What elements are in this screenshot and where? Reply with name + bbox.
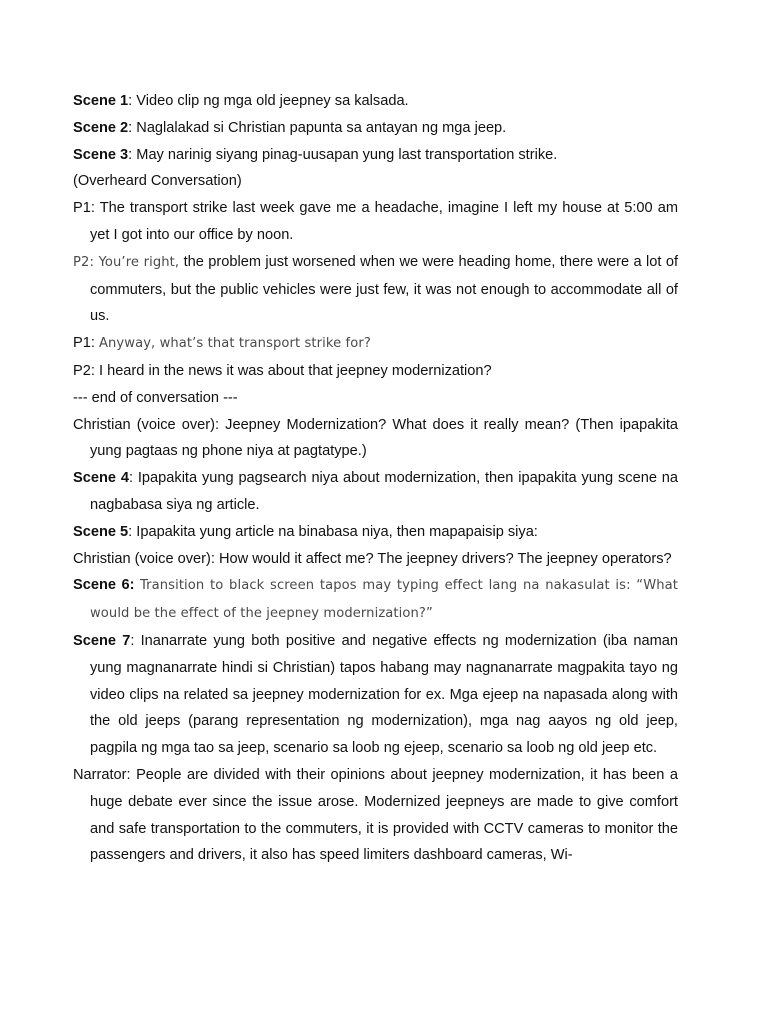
- paragraph-label: P2: [73, 254, 90, 270]
- paragraph-label: Scene 1: [73, 93, 129, 109]
- label-separator: :: [90, 200, 100, 217]
- script-paragraph: [73, 115, 678, 142]
- script-paragraph: [73, 519, 678, 546]
- paragraph-label: P1: [73, 200, 91, 217]
- label-separator: :: [90, 335, 99, 352]
- paragraph-text: I heard in the news it was about that jeepney modernization?: [98, 362, 492, 379]
- paragraph-label: Christian (voice over): [73, 550, 211, 567]
- paragraph-text: Ipapakita yung article na binabasa niya, then mapapaisip siya:: [136, 523, 538, 540]
- script-paragraph: [73, 142, 678, 169]
- paragraph-text: The transport strike last week gave me a headache, imagine I left my house at 5:00 am yet I got into our office by noon.: [90, 200, 678, 243]
- paragraph-text: Naglalakad si Christian papunta sa antayan ng mga jeep.: [136, 119, 507, 136]
- paragraph-text: May narinig siyang pinag-uusapan yung last transportation strike.: [136, 146, 558, 163]
- script-paragraph: [73, 628, 678, 762]
- script-paragraph: [73, 385, 678, 412]
- paragraph-text: (Overheard Conversation): [73, 173, 242, 190]
- script-paragraph: [73, 412, 678, 466]
- label-separator: :: [128, 119, 137, 136]
- paragraph-text: Jeepney Modernization? What does it really mean? (Then ipapakita yung pagtaas ng phone niya at pagtatype.): [90, 416, 679, 460]
- paragraph-text: People are divided with their opinions about jeepney modernization, it has been a huge debate ever since the issue arose. Modernized jeepneys are made to give comfort and safe transportation to the commuters, it is provided with CCTV cameras to monitor the passengers and drivers, it also has speed limiters dashboard cameras, Wi-: [90, 766, 678, 864]
- paragraph-text: How would it affect me? The jeepney drivers? The jeepney operators?: [218, 550, 672, 567]
- paragraph-text: --- end of conversation ---: [73, 389, 238, 406]
- script-paragraph: [73, 88, 678, 115]
- paragraph-label: Christian (voice over): [73, 416, 215, 433]
- paragraph-label: Narrator: [73, 766, 127, 783]
- paragraph-text-continued: the problem just worsened when we were heading home, there were a lot of commuters, but the public vehicles were just few, it was not enough to accommodate all of us.: [90, 253, 678, 325]
- paragraph-text: Transition to black screen tapos may typing effect lang na nakasulat is: “What would be the effect of the jeepney modernization?”: [90, 578, 678, 622]
- label-separator: :: [89, 254, 99, 270]
- label-separator: :: [128, 523, 137, 540]
- paragraph-label: Scene 3: [73, 146, 129, 163]
- paragraph-label: Scene 2: [73, 119, 129, 136]
- paragraph-label: P1: [73, 335, 91, 352]
- paragraph-label: Scene 4: [73, 470, 129, 487]
- script-paragraph: [73, 195, 678, 249]
- paragraph-label: P2: [73, 362, 91, 379]
- label-separator: :: [128, 146, 137, 163]
- script-paragraph: [73, 330, 678, 358]
- script-paragraph: [73, 168, 678, 195]
- paragraph-label: Scene 7: [73, 632, 131, 649]
- script-paragraph: [73, 249, 678, 330]
- paragraph-text: Inanarrate yung both positive and negative effects ng modernization (iba naman yung magnanarrate hindi si Christian) tapos habang may nagnanarrate magpakita tayo ng video clips na related sa jeepney modernization for ex. Mga ejeep na napasada along with the old jeeps (parang representation ng modernization), mga nag aayos ng old jeep, pagpila ng mga tao sa jeep, scenario sa loob ng ejeep, scenario sa loob ng old jeep etc.: [90, 632, 679, 757]
- label-separator: :: [210, 550, 219, 567]
- script-paragraph: [73, 572, 678, 628]
- paragraph-text: You’re right,: [98, 254, 180, 270]
- label-separator: :: [128, 470, 138, 487]
- label-separator: :: [126, 766, 137, 783]
- paragraph-label: Scene 6:: [73, 577, 135, 594]
- label-separator: :: [214, 416, 226, 433]
- label-separator: :: [130, 632, 141, 649]
- script-paragraph: [73, 546, 678, 573]
- document-body: [73, 88, 678, 869]
- label-separator: :: [90, 362, 99, 379]
- paragraph-text: Video clip ng mga old jeepney sa kalsada.: [136, 93, 409, 109]
- script-paragraph: [73, 465, 678, 519]
- label-separator: :: [128, 93, 137, 109]
- paragraph-text: Ipapakita yung pagsearch niya about modernization, then ipapakita yung scene na nagbabasa siya ng article.: [90, 470, 679, 513]
- script-paragraph: [73, 762, 678, 869]
- script-paragraph: [73, 358, 678, 385]
- paragraph-label: Scene 5: [73, 523, 129, 540]
- paragraph-text: Anyway, what’s that transport strike for?: [98, 336, 371, 352]
